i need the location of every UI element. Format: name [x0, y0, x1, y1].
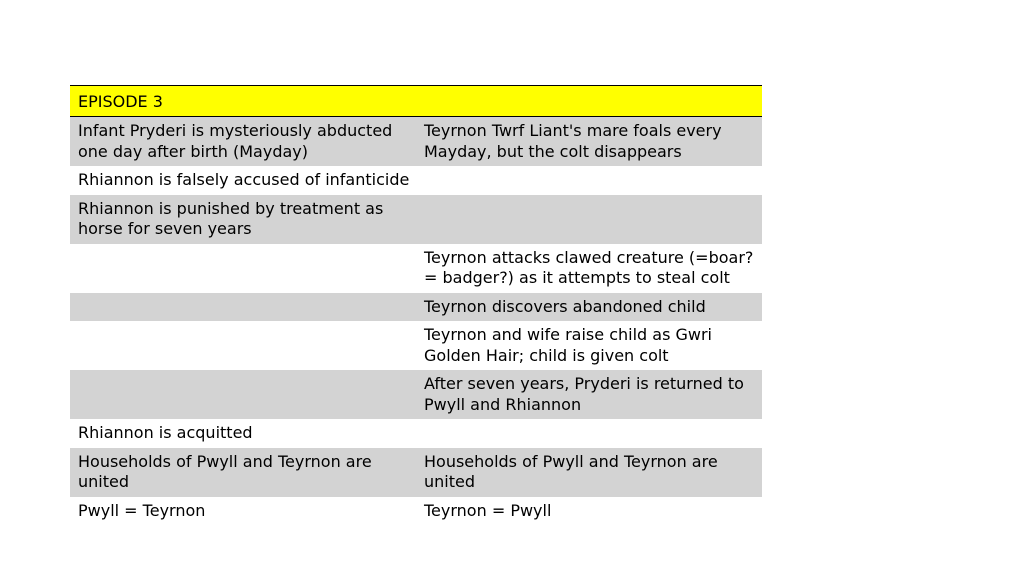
left-cell: Pwyll = Teyrnon [78, 500, 206, 520]
table-row [70, 166, 762, 195]
table-row [70, 293, 762, 322]
table-row [70, 497, 762, 526]
left-cell [70, 374, 416, 415]
right-cell: Teyrnon Twrf Liant's mare foals every Mayday, but the colt disappears [424, 121, 722, 161]
right-cell [416, 199, 762, 240]
episode-table [70, 85, 762, 525]
right-cell: After seven years, Pryderi is returned to Pwyll and Rhiannon [424, 374, 744, 414]
left-cell [70, 248, 416, 289]
right-cell: Teyrnon and wife raise child as Gwri Golden Hair; child is given colt [424, 325, 712, 365]
right-cell: Teyrnon = Pwyll [424, 500, 552, 520]
table-row [70, 244, 762, 293]
table-row [70, 370, 762, 419]
right-cell: Teyrnon discovers abandoned child [424, 296, 706, 316]
right-cell [416, 170, 762, 191]
table-row [70, 419, 762, 448]
left-cell [70, 325, 416, 366]
right-cell: Households of Pwyll and Teyrnon are united [424, 451, 718, 491]
episode-title: EPISODE 3 [78, 91, 163, 111]
table-row [70, 321, 762, 370]
left-cell: Infant Pryderi is mysteriously abducted one day after birth (Mayday) [78, 121, 393, 161]
table-row [70, 195, 762, 244]
table-row [70, 448, 762, 497]
episode-header [70, 85, 762, 117]
left-cell: Rhiannon is punished by treatment as horse for seven years [78, 198, 384, 238]
left-cell [70, 297, 416, 318]
left-cell: Rhiannon is acquitted [78, 423, 253, 442]
table-row [70, 117, 762, 166]
left-cell: Households of Pwyll and Teyrnon are united [78, 451, 372, 491]
left-cell: Rhiannon is falsely accused of infanticide [78, 170, 410, 189]
right-cell [416, 423, 762, 444]
right-cell: Teyrnon attacks clawed creature (=boar?= badger?) as it attempts to steal colt [424, 247, 754, 287]
